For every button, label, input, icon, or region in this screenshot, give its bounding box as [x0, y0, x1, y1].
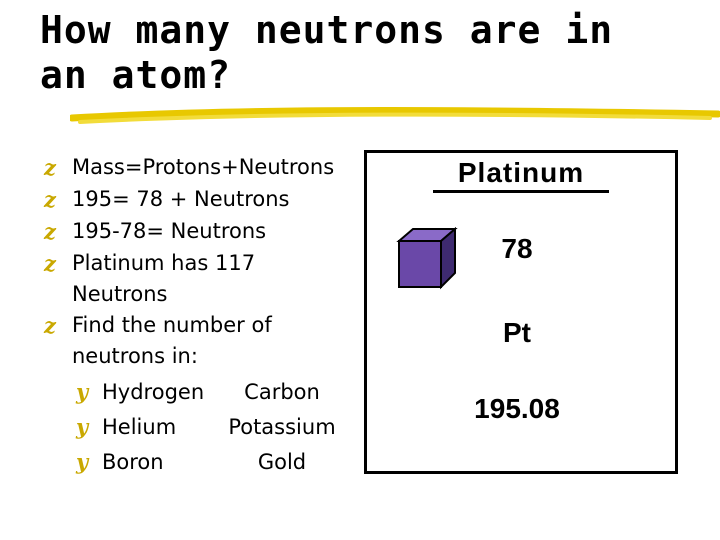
bullet-marker-icon: z: [44, 219, 56, 244]
bullet-text: Mass=Protons+Neutrons: [72, 155, 335, 179]
bullet-text: Find the number of neutrons in:: [72, 313, 272, 368]
bullet-marker-icon: z: [44, 313, 56, 338]
element-row: [76, 409, 364, 444]
element-name: Gold: [257, 449, 307, 474]
element-name: Potassium: [228, 414, 336, 439]
element-card-name-underline: [433, 190, 609, 193]
element-name: Helium: [102, 414, 177, 439]
element-card-symbol: Pt: [503, 317, 531, 348]
bullet-item: [44, 184, 364, 216]
element-name: Hydrogen: [102, 379, 205, 404]
bullet-text: Platinum has 117 Neutrons: [72, 251, 256, 306]
element-row: [76, 444, 364, 479]
element-row: [76, 374, 364, 409]
element-list: [76, 374, 364, 479]
bullet-marker-icon: z: [44, 155, 56, 180]
title-underline-stroke: [70, 104, 720, 128]
bullet-marker-icon: z: [44, 251, 56, 276]
sub-bullet-marker-icon: y: [76, 378, 89, 404]
element-name: Boron: [102, 449, 164, 474]
element-card-name: Platinum: [457, 157, 585, 188]
bullet-item: [44, 216, 364, 248]
element-card: [364, 150, 678, 474]
sub-bullet-marker-icon: y: [76, 413, 89, 439]
slide-title: [40, 8, 700, 98]
bullet-item: [44, 310, 364, 372]
element-card-atomic-mass: 195.08: [474, 393, 560, 424]
sub-bullet-marker-icon: y: [76, 448, 89, 474]
cube-icon: [395, 227, 459, 291]
bullet-text: 195-78= Neutrons: [72, 219, 267, 243]
bullet-marker-icon: z: [44, 187, 56, 212]
slide-title-line-1: How many neutrons are in: [40, 8, 614, 52]
bullet-item: [44, 152, 364, 184]
bullet-item: [44, 248, 364, 310]
element-name: Carbon: [244, 379, 320, 404]
element-card-atomic-number: 78: [501, 233, 533, 264]
bullet-text: 195= 78 + Neutrons: [72, 187, 290, 211]
bullet-list: [44, 152, 364, 479]
slide-title-line-2: an atom?: [40, 53, 232, 97]
